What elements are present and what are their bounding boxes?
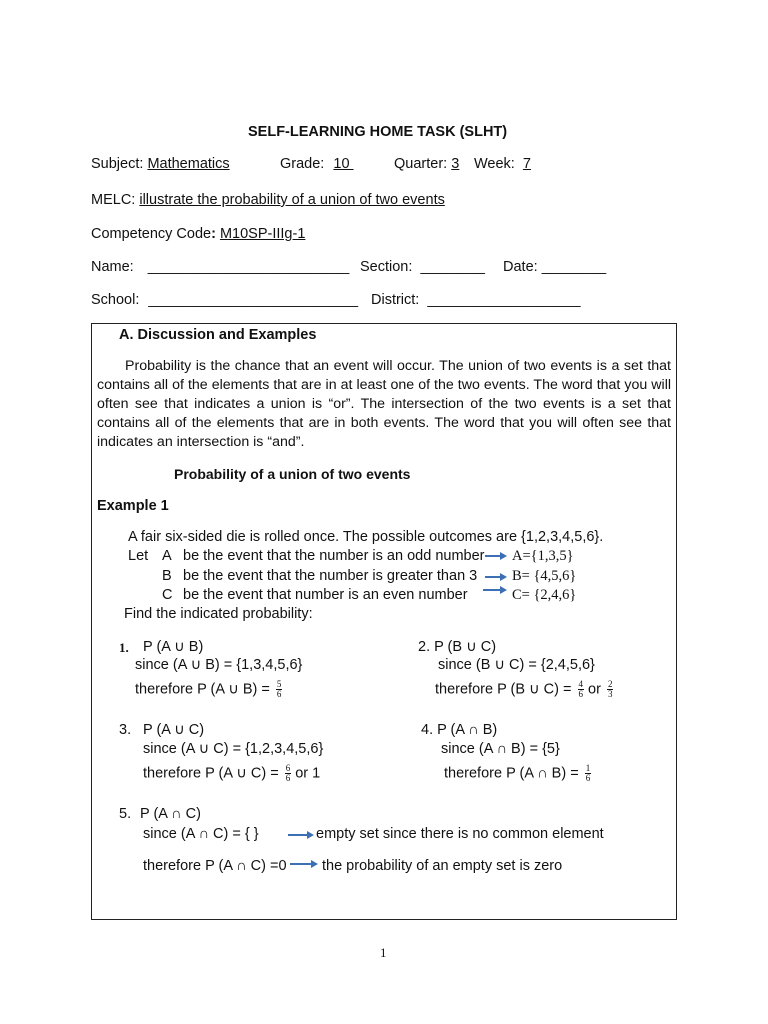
quarter-value: 3	[451, 156, 460, 172]
name-field[interactable]: _________________________	[147, 259, 350, 275]
problem-therefore: therefore P (A ∪ C) = $\frac{6}{6}$ or 1	[143, 763, 321, 783]
problem-since: since (A ∪ B) = {1,3,4,5,6}	[135, 657, 303, 673]
fraction: $\frac{6}{6}$	[285, 763, 291, 783]
school-label: School:	[91, 292, 140, 308]
subject-label: Subject:	[91, 156, 144, 172]
find-instruction: Find the indicated probability:	[124, 606, 313, 622]
section-label: Section:	[360, 259, 413, 275]
problem-title: P (A ∪ B)	[143, 639, 204, 655]
problem-number: 3.	[119, 722, 132, 738]
problem-note: the probability of an empty set is zero	[322, 858, 563, 874]
grade-value: 10	[333, 156, 350, 172]
section-line	[360, 259, 485, 275]
problem-since: since (A ∩ C) = { }	[143, 826, 259, 842]
right-arrow-icon	[484, 550, 508, 562]
right-arrow-icon	[287, 829, 315, 841]
competency-line	[91, 226, 305, 242]
competency-value: M10SP-IIIg-1	[219, 226, 306, 242]
subheading: Probability of a union of two events	[174, 466, 411, 482]
event-letter: B	[162, 568, 172, 584]
melc-value: illustrate the probability of a union of two events	[139, 192, 445, 208]
date-line	[503, 259, 606, 275]
problem-number: 1.	[119, 640, 129, 655]
competency-label: Competency Code	[91, 226, 212, 242]
problem-title: P (A ∪ C)	[143, 722, 205, 738]
event-desc: be the event that number is an even number	[183, 587, 468, 603]
let-label: Let	[128, 548, 149, 564]
name-label: Name:	[91, 259, 134, 275]
grade-label: Grade:	[280, 156, 325, 172]
event-desc: be the event that the number is greater than 3	[183, 568, 478, 584]
district-line	[371, 292, 581, 308]
problem-since: since (B ∪ C) = {2,4,5,6}	[438, 657, 595, 673]
problem-title: 2. P (B ∪ C)	[418, 639, 497, 655]
grade-line	[280, 156, 354, 172]
event-set: B= {4,5,6}	[512, 568, 577, 584]
week-value: 7	[522, 156, 531, 172]
subject-line	[91, 156, 230, 172]
quarter-line	[394, 156, 459, 172]
event-set: C= {2,4,6}	[512, 587, 577, 603]
problem-therefore: therefore P (B ∪ C) = $\frac{4}{6}$ or $\frac{2}{3}$	[435, 679, 613, 699]
right-arrow-icon	[484, 571, 508, 583]
section-a-heading: A. Discussion and Examples	[119, 327, 317, 343]
week-line	[474, 156, 531, 172]
discussion-paragraph: Probability is the chance that an event will occur. The union of two events is a set that contains all of the elements that are in at least one of the two events. The word that you will often see that indicates a union is “or”. The intersection of the two events is a set that contains all of the elements that are in both events. The word that you will often see that indicates an intersection is “and”.	[97, 358, 671, 450]
school-field[interactable]: __________________________	[148, 292, 359, 308]
problem-therefore: therefore P (A ∪ B) = $\frac{5}{6}$	[135, 679, 282, 699]
event-desc: be the event that the number is an odd number	[183, 548, 485, 564]
fraction: $\frac{4}{6}$	[578, 679, 583, 699]
event-letter: A	[162, 548, 172, 564]
page-number: 1	[380, 945, 387, 960]
date-field[interactable]: ________	[541, 259, 607, 275]
right-arrow-icon	[289, 858, 319, 870]
subject-value: Mathematics	[147, 156, 230, 172]
date-label: Date:	[503, 259, 538, 275]
problem-since: since (A ∪ C) = {1,2,3,4,5,6}	[143, 741, 324, 757]
event-set: A={1,3,5}	[512, 548, 574, 564]
page-title: SELF-LEARNING HOME TASK (SLHT)	[248, 124, 508, 140]
district-label: District:	[371, 292, 420, 308]
name-line	[91, 259, 349, 275]
week-label: Week:	[474, 156, 515, 172]
competency-colon: :	[211, 226, 216, 242]
fraction: $\frac{1}{6}$	[585, 763, 591, 783]
problem-number: 5.	[119, 806, 132, 822]
school-line	[91, 292, 358, 308]
problem-title: 4. P (A ∩ B)	[421, 722, 498, 738]
problem-since: since (A ∩ B) = {5}	[441, 741, 560, 757]
right-arrow-icon	[482, 584, 508, 596]
example-title: Example 1	[97, 498, 169, 514]
melc-line	[91, 192, 445, 208]
example-intro: A fair six-sided die is rolled once. The possible outcomes are {1,2,3,4,5,6}.	[128, 529, 604, 545]
problem-therefore: therefore P (A ∩ C) =0	[143, 858, 287, 874]
fraction: $\frac{2}{3}$	[607, 679, 613, 699]
problem-therefore: therefore P (A ∩ B) = $\frac{1}{6}$	[444, 763, 591, 783]
fraction: $\frac{5}{6}$	[276, 679, 282, 699]
melc-label: MELC:	[91, 192, 136, 208]
section-field[interactable]: ________	[420, 259, 485, 275]
event-letter: C	[162, 587, 173, 603]
problem-title: P (A ∩ C)	[140, 806, 201, 822]
quarter-label: Quarter:	[394, 156, 448, 172]
district-field[interactable]: ___________________	[427, 292, 581, 308]
problem-note: empty set since there is no common element	[316, 826, 604, 842]
